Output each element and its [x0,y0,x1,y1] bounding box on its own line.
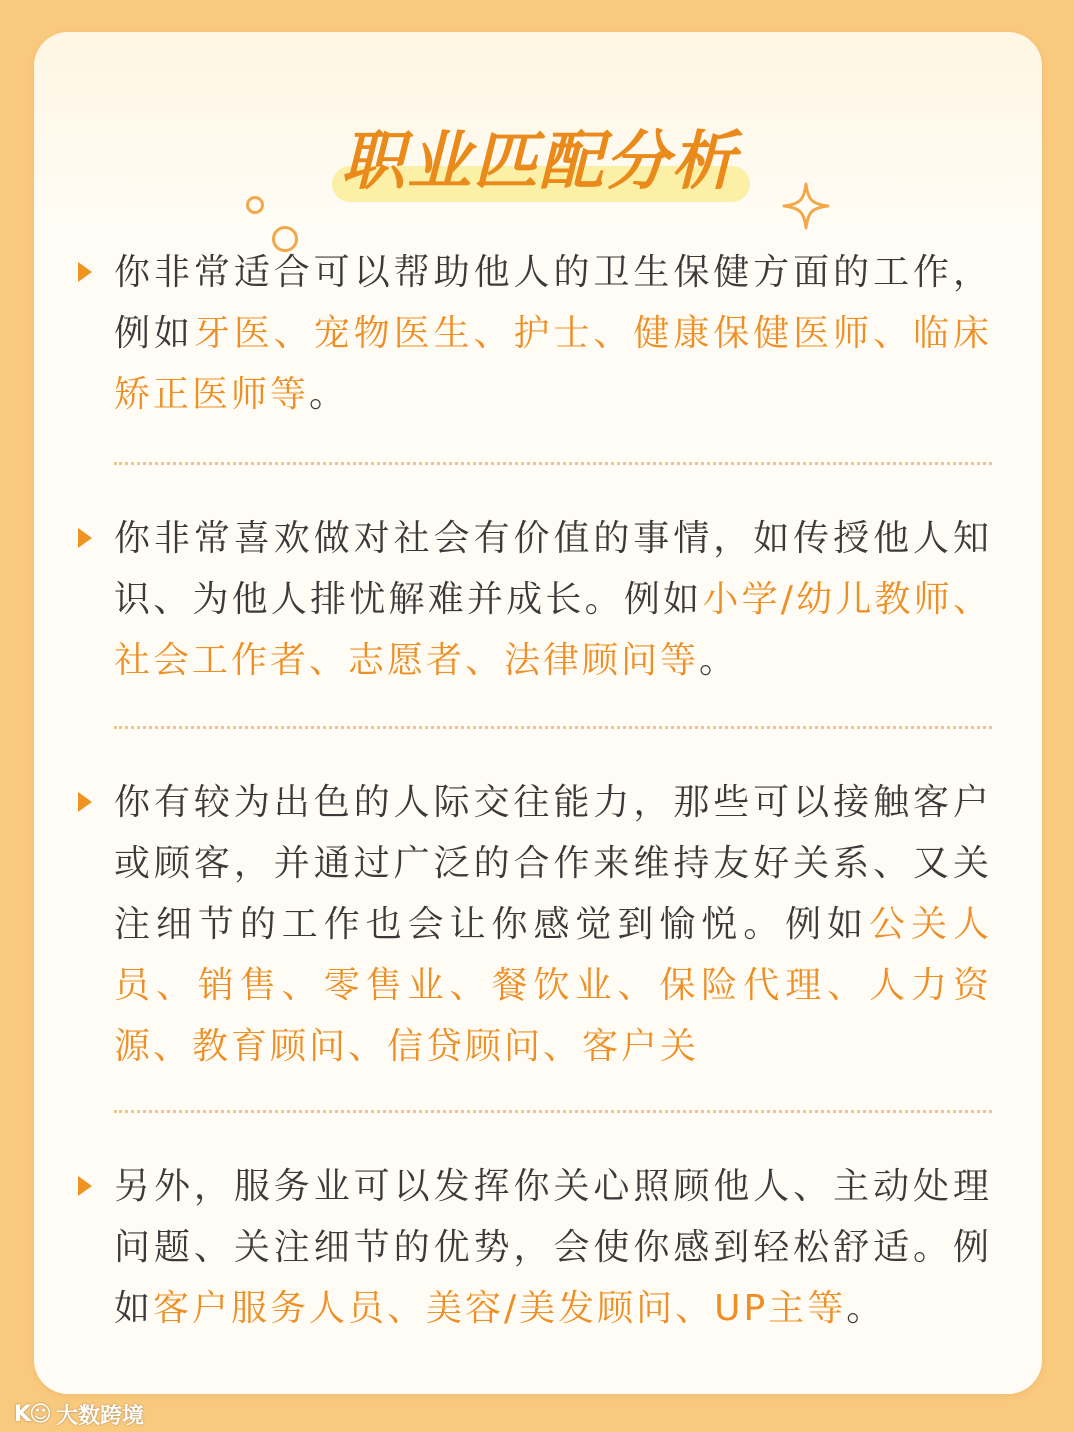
career-highlight: 客户服务人员、美容/美发顾问、UP主等 [153,1288,847,1329]
section-text [114,772,992,1077]
section-text [114,242,992,425]
content-card [34,32,1042,1394]
triangle-right-icon [78,528,92,548]
section-body: 你有较为出色的人际交往能力，那些可以接触客户或顾客，并通过广泛的合作来维持友好关系、又关注细节的工作也会让你感觉到愉悦。例如 [114,782,992,945]
divider [114,726,992,729]
divider [114,462,992,465]
page-title: 职业匹配分析 [341,125,737,199]
career-highlight: 公关人员、销售、零售业、餐饮业、保险代理、人力资源、教育顾问、信贷顾问、客户关 [114,904,992,1067]
divider [114,1110,992,1113]
source-watermark [14,1396,144,1432]
career-highlight: 小学/幼儿教师、社会工作者、志愿者、法律顾问等 [114,579,992,681]
section-body: 你非常喜欢做对社会有价值的事情，如传授他人知识、为他人排忧解难并成长。例如 [114,518,992,620]
watermark-text: 大数跨境 [55,1403,144,1429]
triangle-right-icon [78,792,92,812]
section-end: 。 [699,640,739,681]
section-body: 你非常适合可以帮助他人的卫生保健方面的工作，例如 [114,252,992,354]
header [34,120,1042,210]
circle-icon [246,196,264,214]
triangle-right-icon [78,1176,92,1196]
section-end: 。 [846,1288,886,1329]
sparkle-icon [782,182,830,230]
section-end: 。 [309,374,349,415]
triangle-right-icon [78,262,92,282]
watermark-logo: K☺ [14,1401,50,1427]
section-body: 另外，服务业可以发挥你关心照顾他人、主动处理问题、关注细节的优势，会使你感到轻松舒适。例如 [114,1166,992,1329]
section-text [114,508,992,691]
section-text [114,1156,992,1339]
career-highlight: 牙医、宠物医生、护士、健康保健医师、临床矫正医师等 [114,313,992,415]
